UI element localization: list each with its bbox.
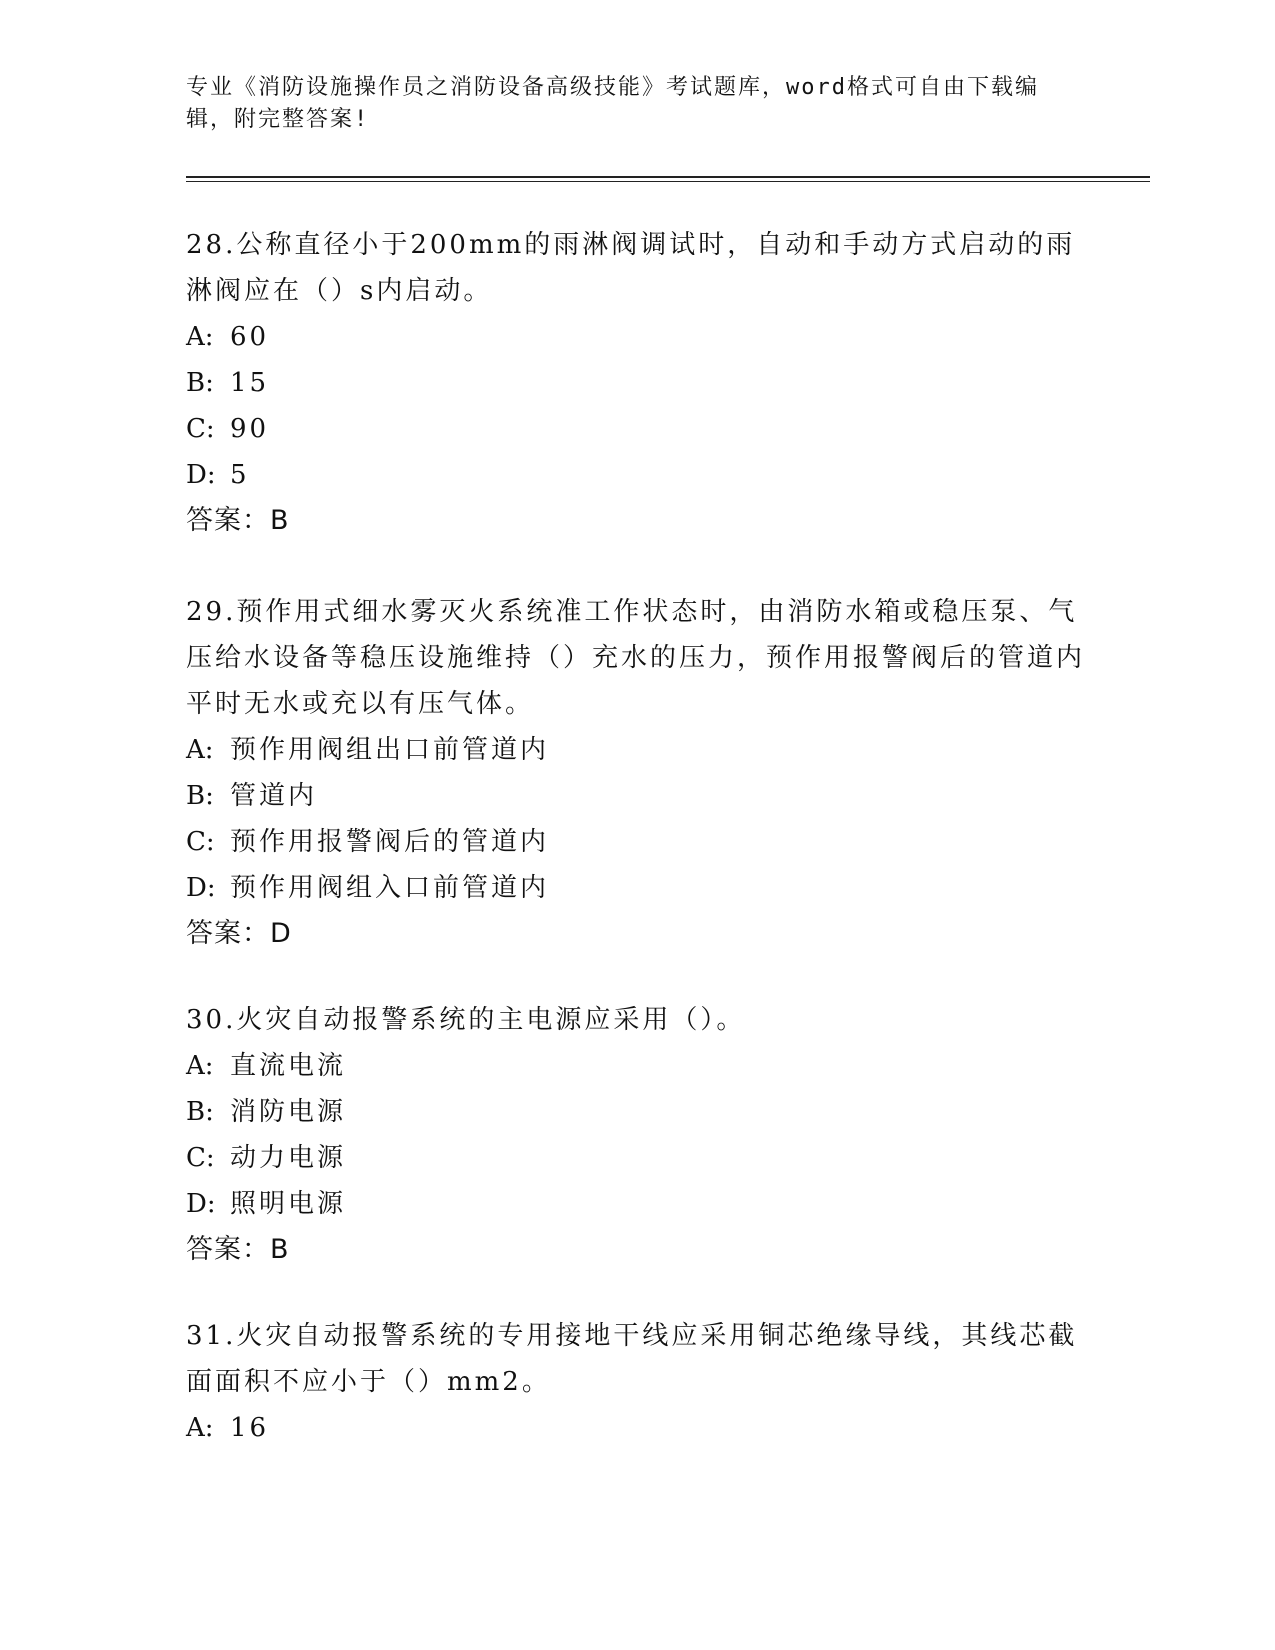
header-rule-thick [186,176,1150,178]
option-text: 预作用报警阀后的管道内 [230,827,550,857]
question-31 [186,1313,1086,1451]
option-text: 消防电源 [230,1097,347,1127]
option-a [186,727,1086,773]
question-30 [186,997,1086,1273]
option-label: B: [186,1097,214,1127]
option-b [186,773,1086,819]
answer: 答案：B [186,1234,290,1265]
option-a [186,1405,1086,1451]
question-text: 30.火灾自动报警系统的主电源应采用（）。 [186,1005,746,1035]
option-label: C: [186,827,215,857]
option-b [186,360,1086,406]
question-text: 28.公称直径小于200mm的雨淋阀调试时，自动和手动方式启动的雨淋阀应在（）s内启动。 [186,230,1076,306]
option-label: D: [186,1189,216,1219]
answer: 答案：B [186,505,290,536]
option-text: 管道内 [230,781,318,811]
option-label: D: [186,873,216,903]
option-text: 5 [230,460,250,490]
option-label: B: [186,781,214,811]
option-text: 照明电源 [230,1189,347,1219]
option-d [186,1181,1086,1227]
option-text: 60 [230,322,270,352]
question-29 [186,589,1086,957]
question-text: 29.预作用式细水雾灭火系统准工作状态时，由消防水箱或稳压泵、气压给水设备等稳压设施维持（）充水的压力，预作用报警阀后的管道内平时无水或充以有压气体。 [186,597,1086,719]
option-text: 直流电流 [230,1051,347,1081]
answer: 答案：D [186,918,292,949]
document-header: 专业《消防设施操作员之消防设备高级技能》考试题库，word格式可自由下载编辑，附完整答案! [186,75,1039,132]
option-c [186,406,1086,452]
option-text: 预作用阀组入口前管道内 [230,873,550,903]
header-rule-thin [186,181,1150,182]
option-text: 15 [230,368,270,398]
option-a [186,314,1086,360]
option-label: A: [186,735,214,765]
option-d [186,452,1086,498]
option-label: A: [186,322,214,352]
option-a [186,1043,1086,1089]
option-label: C: [186,1143,215,1173]
option-d [186,865,1086,911]
question-text: 31.火灾自动报警系统的专用接地干线应采用铜芯绝缘导线，其线芯截面面积不应小于（）mm2。 [186,1321,1078,1397]
option-c [186,819,1086,865]
option-text: 90 [230,414,270,444]
option-b [186,1089,1086,1135]
option-label: A: [186,1413,214,1443]
option-label: C: [186,414,215,444]
option-text: 16 [230,1413,270,1443]
question-28 [186,222,1086,544]
option-label: B: [186,368,214,398]
option-c [186,1135,1086,1181]
option-text: 预作用阀组出口前管道内 [230,735,550,765]
option-text: 动力电源 [230,1143,347,1173]
option-label: A: [186,1051,214,1081]
option-label: D: [186,460,216,490]
